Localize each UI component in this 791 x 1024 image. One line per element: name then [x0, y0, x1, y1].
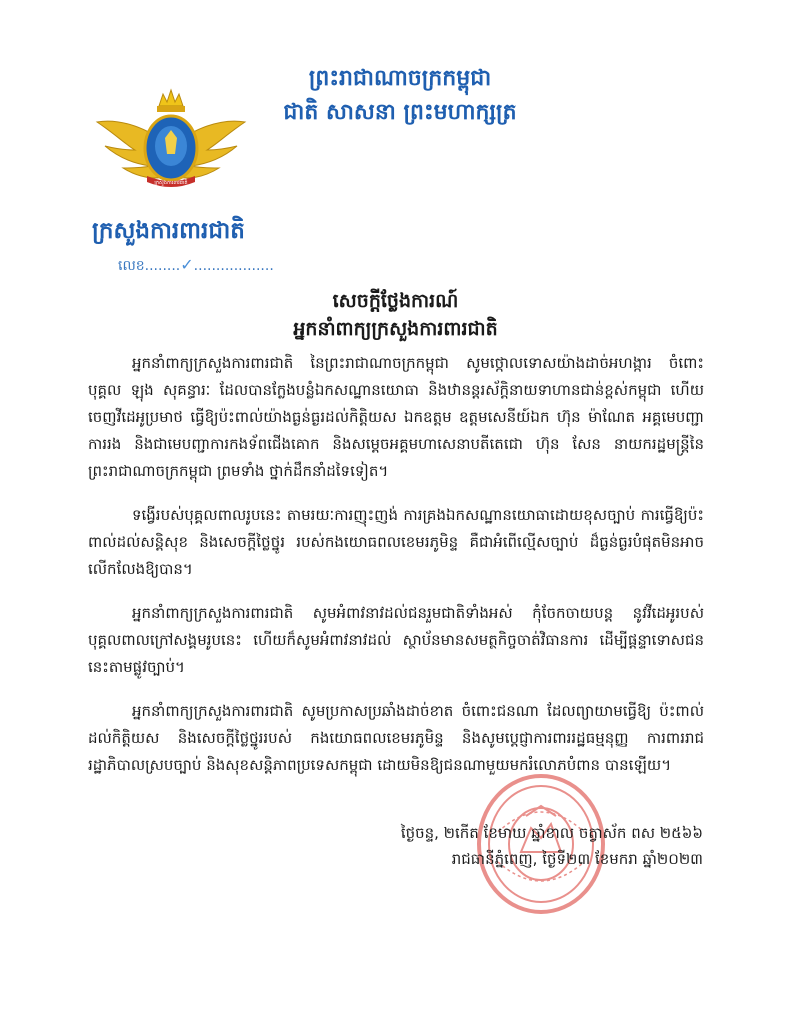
- reference-number: [118, 255, 274, 276]
- paragraph: អ្នកនាំពាក្យក្រសួងការពារជាតិ នៃព្រះរាជាណាចក្រកម្ពុជា សូមថ្កោលទោសយ៉ាងដាច់អហង្ការ ចំពោះ បុគ្គល ឡុង សុគន្ធារៈ ដែលបានក្លែងបន្លំឯកសណ្ឋានយោធា និងឋានន្តរស័ក្តិនាយទាហានជាន់ខ្ពស់កម្ពុជា ហើយចេញវីដេអូប្រមាថ ធ្វើឱ្យប៉ះពាល់យ៉ាងធ្ងន់ធ្ងរដល់កិត្តិយស ឯកឧត្តម ឧត្តមសេនីយ៍ឯក ហ៊ុន ម៉ាណែត អគ្គមេបញ្ជាការរង និងជាមេបញ្ជាការកងទ័ពជើងគោក និងសម្តេចអគ្គមហាសេនាបតីតេជោ ហ៊ុន សែន នាយករដ្ឋមន្ត្រីនៃព្រះរាជាណាចក្រកម្ពុជា ព្រមទាំង ថ្នាក់ដឹកនាំដទៃទៀត។: [88, 354, 704, 480]
- date-block: [401, 820, 703, 872]
- statement-title: [0, 288, 791, 342]
- title-line-1: សេចក្តីថ្លែងការណ៍: [332, 290, 459, 312]
- paragraph: ទង្វើរបស់បុគ្គលពាលរូបនេះ តាមរយៈការញុះញង់ ការគ្រងឯកសណ្ឋានយោធាដោយខុសច្បាប់ ការធ្វើឱ្យប៉ះពាល់ដល់សន្តិសុខ និងសេចក្តីថ្លៃថ្នូរ របស់កងយោធពលខេមរភូមិន្ទ គឺជាអំពើល្មើសច្បាប់ ដ៏ធ្ងន់ធ្ងរបំផុតមិនអាចលើកលែងឱ្យបាន។: [88, 506, 704, 578]
- paragraph: អ្នកនាំពាក្យក្រសួងការពារជាតិ សូមអំពាវនាវដល់ជនរួមជាតិទាំងអស់ កុំចែកចាយបន្ត នូវវីដេអូរបស់បុគ្គលពាលក្រៅសង្គមរូបនេះ ហើយក៏សូមអំពាវនាវដល់ ស្ថាប័នមានសមត្ថកិច្ចចាត់វិធានការ ដើម្បីផ្តន្ទាទោសជននេះតាមផ្លូវច្បាប់។: [88, 604, 704, 676]
- motto-line: ជាតិ សាសនា ព្រះមហាក្សត្រ: [283, 100, 517, 125]
- solar-date: រាជធានីភ្នំពេញ, ថ្ងៃទី២៣ ខែមករា ឆ្នាំ២០២៣: [451, 850, 703, 868]
- ministry-name: ក្រសួងការពារជាតិ: [92, 218, 245, 244]
- checkmark-icon: ✓: [180, 255, 194, 274]
- title-line-2: អ្នកនាំពាក្យក្រសួងការពារជាតិ: [293, 318, 498, 340]
- reference-label: លេខ........: [118, 258, 181, 274]
- emblem-ribbon-text: ក្រសួងការពារជាតិ: [154, 180, 188, 186]
- kingdom-line: ព្រះរាជាណាចក្រកម្ពុជា: [308, 66, 492, 91]
- lunar-date: ថ្ងៃចន្ទ, ២កើត ខែមាឃ ឆ្នាំខាល ចត្វាស័ក ពស ២៥៦៦: [400, 824, 703, 842]
- paragraph: អ្នកនាំពាក្យក្រសួងការពារជាតិ សូមប្រកាសប្រឆាំងដាច់ខាត ចំពោះជនណា ដែលព្យាយាមធ្វើឱ្យ ប៉ះពាល់ដល់កិត្តិយស និងសេចក្តីថ្លៃថ្នូររបស់ កងយោធពលខេមរភូមិន្ទ និងសូមប្តេជ្ញាការពាររដ្ឋធម្មនុញ្ញ ការពាររាជរដ្ឋាភិបាលស្របច្បាប់ និងសុខសន្តិភាពប្រទេសកម្ពុជា ដោយមិនឱ្យជនណាមួយមករំលោភបំពាន បានឡើយ។: [88, 702, 704, 774]
- statement-body: [88, 350, 704, 796]
- reference-dots: ..................: [193, 258, 274, 274]
- ministry-emblem-icon: [95, 88, 247, 200]
- kingdom-header: [260, 64, 540, 128]
